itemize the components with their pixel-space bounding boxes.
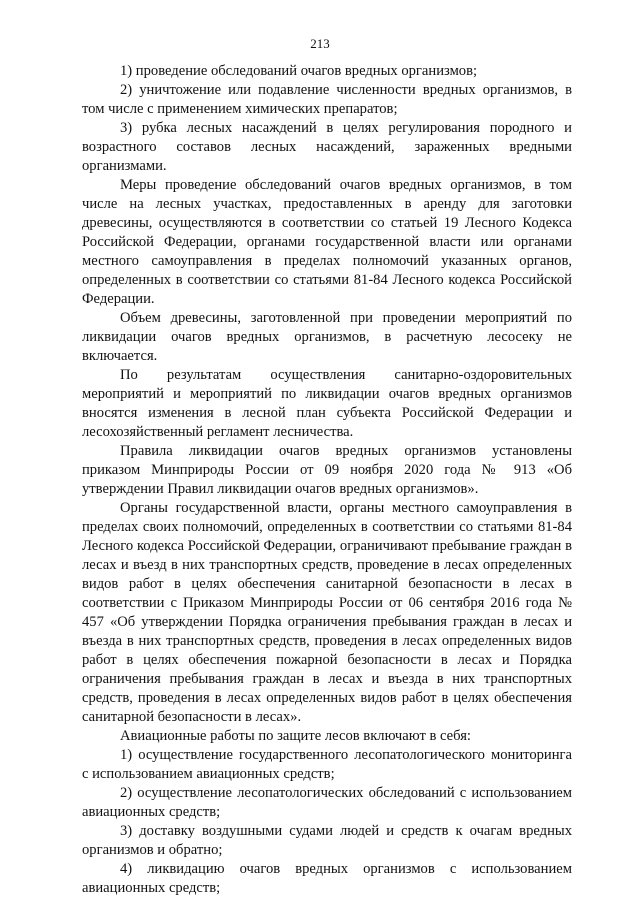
page-number: 213	[310, 36, 330, 51]
paragraph-restrictions: Органы государственной власти, органы местного самоуправления в пределах своих полномочий, определенных в соответствии со статьями 81-84 Лесного кодекса Российской Федерации, ограничивают пребывание граждан в лесах и въезд в них транспортных средств, проведение в лесах определенных видов работ в целях обеспечения санитарной безопасности в лесах в соответствии с Приказом Минприроды России от 06 сентября 2016 года № 457 «Об утверждении Порядка ограничения пребывания граждан в лесах и въезда в них транспортных средств, проведения в лесах определенных видов работ в целях обеспечения пожарной безопасности в лесах и Порядка ограничения пребывания граждан в лесах и въезда в них транспортных средств, проведения в лесах определенных видов работ в целях обеспечения санитарной безопасности в лесах».	[82, 500, 572, 725]
document-body	[82, 62, 572, 898]
aviation-item-3: 3) доставку воздушными судами людей и средств к очагам вредных организмов и обратно;	[82, 823, 572, 858]
aviation-item-2: 2) осуществление лесопатологических обследований с использованием авиационных средств;	[82, 785, 572, 820]
paragraph-survey-measures: Меры проведение обследований очагов вредных организмов, в том числе на лесных участках, предоставленных в аренду для заготовки древесины, осуществляются в соответствии со статьей 19 Лесного Кодекса Российской Федерации, органами государственной власти или органами местного самоуправления в пределах полномочий указанных органов, определенных в соответствии со статьями 81-84 Лесного кодекса Российской Федерации.	[82, 177, 572, 307]
list-item-2: 2) уничтожение или подавление численности вредных организмов, в том числе с применением химических препаратов;	[82, 82, 572, 117]
aviation-item-1: 1) осуществление государственного лесопатологического мониторинга с использованием авиационных средств;	[82, 747, 572, 782]
list-item-3: 3) рубка лесных насаждений в целях регулирования породного и возрастного составов лесных насаждений, зараженных вредными организмами.	[82, 120, 572, 174]
paragraph-wood-volume: Объем древесины, заготовленной при проведении мероприятий по ликвидации очагов вредных организмов, в расчетную лесосеку не включается.	[82, 310, 572, 364]
paragraph-results: По результатам осуществления санитарно-оздоровительных мероприятий и мероприятий по ликвидации очагов вредных организмов вносятся изменения в лесной план субъекта Российской Федерации и лесохозяйственный регламент лесничества.	[82, 367, 572, 440]
paragraph-rules: Правила ликвидации очагов вредных организмов установлены приказом Минприроды России от 09 ноября 2020 года № 913 «Об утверждении Правил ликвидации очагов вредных организмов».	[82, 443, 572, 497]
list-item-1: 1) проведение обследований очагов вредных организмов;	[120, 63, 478, 79]
aviation-item-4: 4) ликвидацию очагов вредных организмов с использованием авиационных средств;	[82, 861, 572, 896]
paragraph-aviation-intro: Авиационные работы по защите лесов включают в себя:	[120, 728, 471, 744]
